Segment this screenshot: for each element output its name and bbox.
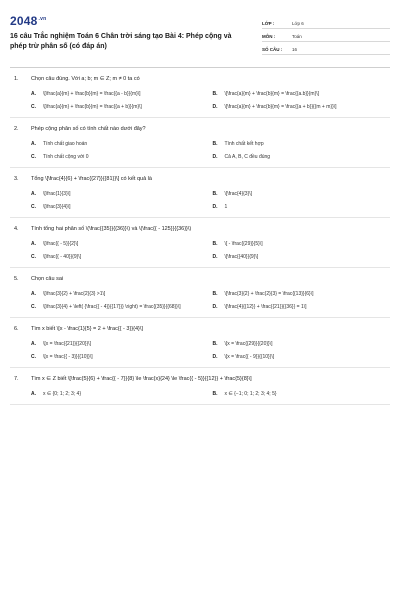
- question-text: Tìm x biết \[x - \frac{1}{5} = 2 + \frac{{ - 3}}{4}\]: [31, 326, 143, 332]
- option-text: \[\frac{4}{3}\]: [224, 191, 253, 197]
- option-a[interactable]: [31, 141, 205, 148]
- option-text: Tính chất giao hoán: [43, 141, 88, 147]
- answer-options: [14, 191, 386, 211]
- question-3: [10, 168, 390, 218]
- answer-options: [14, 141, 386, 161]
- option-text: x ∈ {0; 1; 2; 3; 4}: [43, 391, 81, 397]
- option-text: 1: [224, 204, 228, 210]
- option-text: \[\frac{4}{{12}} + \frac{{21}}{{36}} = 1\]: [224, 304, 307, 310]
- option-text: \[\frac{{40}}{9}\]: [224, 254, 259, 260]
- question-2: [10, 118, 390, 168]
- question-1: [10, 68, 390, 118]
- option-letter: D.: [212, 254, 218, 260]
- question-7: [10, 368, 390, 405]
- option-letter: C.: [31, 304, 36, 310]
- option-text: \[x = \frac{{21}}{{20}}\]: [43, 341, 91, 347]
- option-text: \[x = \frac{{ - 3}}{{10}}\]: [43, 354, 93, 360]
- option-letter: A.: [31, 141, 36, 147]
- logo-suffix: .vn: [38, 16, 47, 22]
- option-d[interactable]: [213, 304, 387, 311]
- option-text: \[\frac{a}{m} + \frac{b}{m} = \frac{{a + b}}{{m + m}}\]: [224, 104, 337, 110]
- document-header: [10, 12, 390, 55]
- meta-label: SỐ CÂU :: [262, 47, 283, 52]
- option-letter: B.: [212, 341, 218, 347]
- option-letter: A.: [31, 191, 36, 197]
- question-stem: [14, 326, 386, 333]
- option-a[interactable]: [31, 291, 205, 298]
- question-6: [10, 318, 390, 368]
- answer-options: [14, 291, 386, 311]
- option-text: \[ - \frac{{29}}{5}\]: [224, 241, 263, 247]
- document-title: 16 câu Trắc nghiệm Toán 6 Chân trời sáng tạo Bài 4: Phép cộng và phép trừ phân số (có đáp án): [10, 33, 232, 50]
- question-5: [10, 268, 390, 318]
- site-logo[interactable]: [10, 14, 238, 28]
- option-d[interactable]: [213, 104, 387, 111]
- question-4: [10, 218, 390, 268]
- meta-value: 16: [292, 47, 298, 52]
- option-a[interactable]: [31, 241, 205, 248]
- option-text: Cả A, B, C đều đúng: [224, 154, 271, 160]
- question-stem: [14, 276, 386, 283]
- option-text: Tính chất cộng với 0: [43, 154, 89, 160]
- question-stem: [14, 176, 386, 183]
- meta-row: [262, 16, 390, 29]
- option-letter: C.: [31, 354, 36, 360]
- option-letter: C.: [31, 104, 36, 110]
- option-letter: A.: [31, 91, 36, 97]
- option-b[interactable]: [213, 391, 387, 398]
- question-text: Tính tổng hai phân số \(\frac{{35}}{{36}}\) và \(\frac{{ - 125}}{{36}}\): [31, 226, 192, 232]
- option-letter: B.: [212, 241, 218, 247]
- option-b[interactable]: [213, 341, 387, 348]
- option-c[interactable]: [31, 304, 205, 311]
- option-text: Tính chất kết hợp: [224, 141, 264, 147]
- question-text: Tìm x ∈ Z biết \[\frac{5}{6} + \frac{{ - 7}}{8} \le \frac{x}{24} \le \frac{{ - 5}}{{12}} + \frac{5}{8}\]: [31, 376, 252, 382]
- option-a[interactable]: [31, 91, 205, 98]
- option-b[interactable]: [213, 241, 387, 248]
- question-number: 2.: [14, 126, 19, 132]
- answer-options: [14, 391, 386, 398]
- option-text: \[\frac{a}{m} + \frac{b}{m} = \frac{{a - b}}{m}\]: [43, 91, 141, 97]
- question-stem: [14, 76, 386, 83]
- option-b[interactable]: [213, 141, 387, 148]
- option-letter: D.: [212, 354, 218, 360]
- meta-row: [262, 29, 390, 42]
- option-b[interactable]: [213, 291, 387, 298]
- option-letter: A.: [31, 391, 36, 397]
- option-b[interactable]: [213, 191, 387, 198]
- option-letter: D.: [212, 304, 218, 310]
- option-a[interactable]: [31, 341, 205, 348]
- option-a[interactable]: [31, 391, 205, 398]
- option-letter: B.: [212, 91, 218, 97]
- option-letter: A.: [31, 241, 36, 247]
- answer-options: [14, 341, 386, 361]
- meta-label: MÔN :: [262, 34, 276, 39]
- option-letter: C.: [31, 254, 36, 260]
- option-letter: A.: [31, 291, 36, 297]
- option-letter: C.: [31, 204, 36, 210]
- option-c[interactable]: [31, 204, 205, 211]
- option-letter: B.: [212, 391, 218, 397]
- option-b[interactable]: [213, 91, 387, 98]
- option-text: \[\frac{a}{m} + \frac{b}{m} = \frac{{a + b}}{m}\]: [43, 104, 142, 110]
- option-letter: D.: [212, 204, 218, 210]
- question-text: Tổng \[\frac{4}{6} + \frac{{27}}{{81}}\] có kết quả là: [31, 176, 152, 182]
- option-letter: D.: [212, 104, 218, 110]
- option-text: x ∈ {−1; 0; 1; 2; 3; 4; 5}: [224, 391, 277, 397]
- option-letter: D.: [212, 154, 218, 160]
- question-stem: [14, 376, 386, 383]
- meta-row: [262, 42, 390, 55]
- answer-options: [14, 91, 386, 111]
- question-number: 7.: [14, 376, 19, 382]
- option-letter: C.: [31, 154, 36, 160]
- option-text: \[\frac{3}{2} + \frac{2}{3} = \frac{{13}}{6}\]: [224, 291, 314, 297]
- option-text: \[\frac{a}{m} + \frac{b}{m} = \frac{{a.b}}{m}\]: [224, 91, 320, 97]
- option-d[interactable]: [213, 354, 387, 361]
- option-text: \[\frac{3}{4} + \left( {\frac{{ - 4}}{{17}}} \right) = \frac{{35}}{{68}}\]: [43, 304, 181, 310]
- option-d[interactable]: [213, 154, 387, 161]
- option-text: \[\frac{1}{3}\]: [43, 191, 71, 197]
- option-text: \[\frac{{ - 40}}{9}\]: [43, 254, 82, 260]
- question-number: 1.: [14, 76, 19, 82]
- option-d[interactable]: [213, 254, 387, 261]
- question-number: 4.: [14, 226, 19, 232]
- option-c[interactable]: [31, 354, 205, 361]
- option-c[interactable]: [31, 104, 205, 111]
- question-text: Chọn câu sai: [31, 276, 64, 282]
- question-text: Chọn câu đúng. Với a; b; m ∈ Z; m ≠ 0 ta có: [31, 76, 140, 82]
- question-number: 6.: [14, 326, 19, 332]
- option-letter: A.: [31, 341, 36, 347]
- option-c[interactable]: [31, 254, 205, 261]
- option-c[interactable]: [31, 154, 205, 161]
- option-d[interactable]: [213, 204, 387, 211]
- question-stem: [14, 126, 386, 133]
- option-letter: B.: [212, 141, 218, 147]
- option-text: \[\frac{3}{4}\]: [43, 204, 71, 210]
- question-list: [10, 68, 390, 405]
- option-a[interactable]: [31, 191, 205, 198]
- meta-value: Lớp 6: [292, 21, 304, 26]
- option-text: \[x = \frac{{ - 9}}{{10}}\]: [224, 354, 275, 360]
- logo-text: 2048: [10, 14, 38, 28]
- meta-label: LỚP :: [262, 21, 275, 26]
- option-letter: B.: [212, 291, 218, 297]
- option-text: \[\frac{3}{2} + \frac{2}{3} >1\]: [43, 291, 106, 297]
- meta-value: Toán: [292, 34, 302, 39]
- question-stem: [14, 226, 386, 233]
- option-text: \[x = \frac{{29}}{{20}}\]: [224, 341, 273, 347]
- header-left: [10, 12, 238, 55]
- answer-options: [14, 241, 386, 261]
- option-text: \[\frac{{ - 5}}{2}\]: [43, 241, 79, 247]
- question-number: 5.: [14, 276, 19, 282]
- option-letter: B.: [212, 191, 218, 197]
- question-number: 3.: [14, 176, 19, 182]
- document-meta: [262, 16, 390, 55]
- question-text: Phép cộng phân số có tính chất nào dưới đây?: [31, 126, 146, 132]
